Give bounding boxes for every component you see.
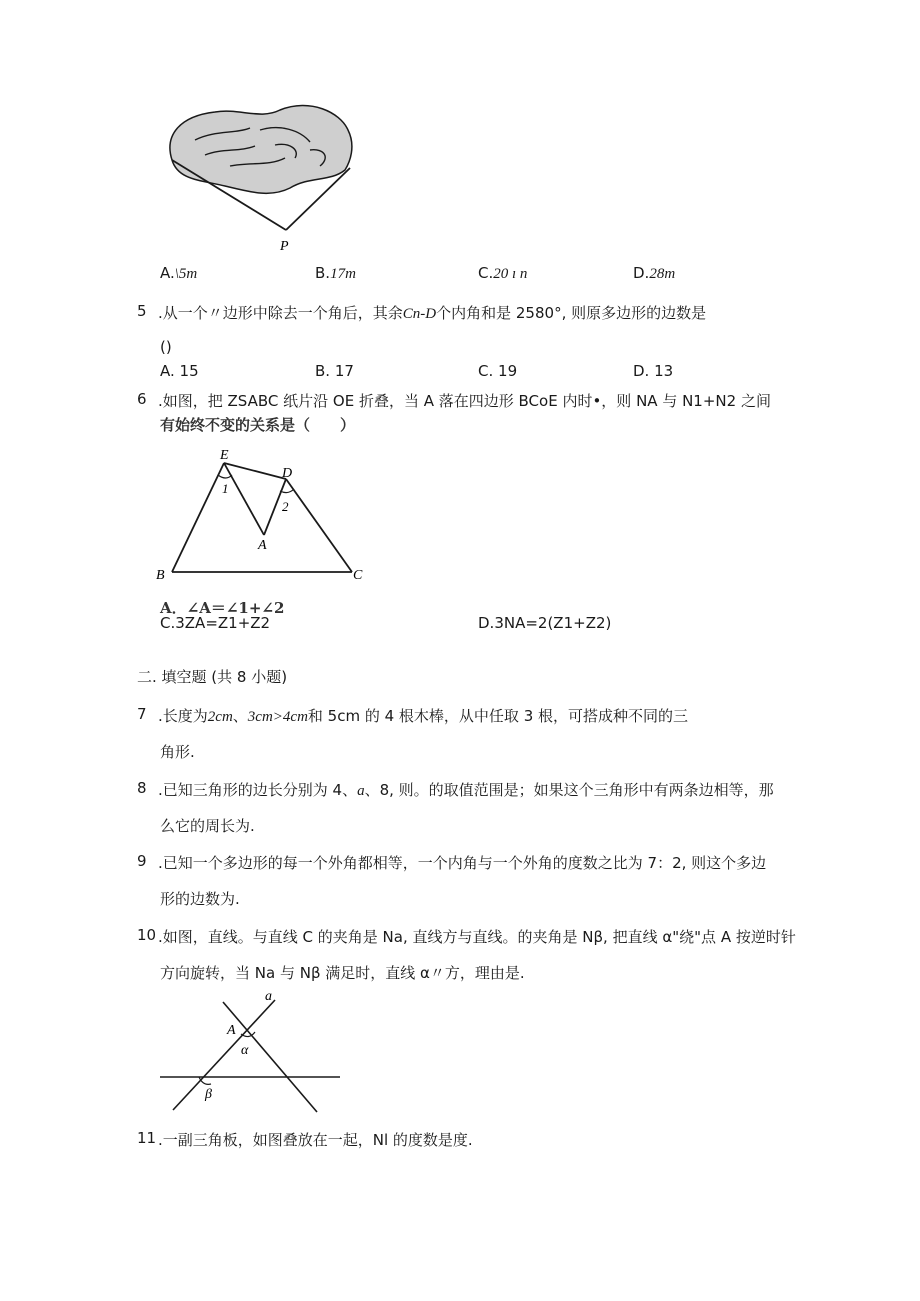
q4-option-b: B.17m: [315, 264, 356, 282]
q7-line2: 角形.: [160, 743, 195, 761]
q6-line2: 有始终不变的关系是（ ）: [160, 416, 356, 434]
label-a-line: a: [265, 989, 272, 1004]
q8-line2: 么它的周长为.: [160, 817, 255, 835]
label-one: 1: [222, 481, 229, 496]
q5-option-a: A. 15: [160, 362, 199, 380]
lines-angle-figure: [155, 988, 350, 1118]
q5-paren: (): [160, 338, 172, 356]
q6-number: 6: [137, 390, 147, 408]
q11-number: 11: [137, 1129, 157, 1147]
q6-option-a: A．∠A＝∠1+∠2: [160, 599, 285, 617]
label-p: P: [280, 239, 289, 254]
angle-beta-arc: [199, 1077, 211, 1084]
q10-line2: 方向旋转，当 Na 与 Nβ 满足时，直线 α〃方，理由是.: [160, 964, 525, 982]
label-c: C: [353, 568, 363, 583]
q7-line1: .长度为2cm、3cm>4cm和 5cm 的 4 根木棒，从中任取 3 根，可搭成种不同的三: [158, 707, 689, 725]
label-a: A: [258, 538, 267, 553]
line-b: [223, 1002, 317, 1112]
q10-number: 10: [137, 926, 157, 944]
q6-option-c: C.3ZA=Z1+Z2: [160, 614, 271, 632]
q6-option-d: D.3NA=2(Z1+Z2): [478, 614, 612, 632]
q9-number: 9: [137, 852, 147, 870]
side-ed: [224, 463, 286, 479]
line-a: [173, 1000, 275, 1110]
q9-line2: 形的边数为.: [160, 890, 240, 908]
lake-figure: [160, 100, 360, 260]
label-two: 2: [282, 499, 289, 514]
fold-triangle-figure: [150, 445, 380, 590]
q7-number: 7: [137, 705, 147, 723]
lake-shape: [170, 106, 352, 194]
q4-option-c: C.20 ı n: [478, 264, 528, 282]
q4-option-d: D.28m: [633, 264, 676, 282]
q11-line1: .一副三角板，如图叠放在一起，Nl 的度数是度.: [158, 1131, 473, 1149]
label-alpha: α: [241, 1043, 249, 1058]
q9-line1: .已知一个多边形的每一个外角都相等，一个内角与一个外角的度数之比为 7：2, 则这个多边: [158, 854, 767, 872]
label-point-a: A: [227, 1023, 236, 1038]
label-b: B: [156, 568, 165, 583]
side-be: [172, 463, 224, 572]
label-d: D: [282, 466, 293, 481]
label-e: E: [220, 448, 229, 463]
q5-option-c: C. 19: [478, 362, 518, 380]
q5-text: .从一个〃边形中除去一个角后，其余Cn-D个内角和是 2580°, 则原多边形的边数是: [158, 304, 707, 322]
q8-line1: .已知三角形的边长分别为 4、a、8, 则。的取值范围是；如果这个三角形中有两条边相等，那: [158, 781, 774, 799]
q8-number: 8: [137, 779, 147, 797]
fold-ea: [224, 463, 264, 535]
section-2-title: 二. 填空题 (共 8 小题): [137, 668, 288, 686]
label-beta: β: [205, 1087, 212, 1102]
q10-line1: .如图，直线。与直线 C 的夹角是 Na, 直线方与直线。的夹角是 Nβ, 把直线 α"绕"点 A 按逆时针: [158, 928, 796, 946]
side-dc: [286, 479, 352, 572]
q6-line1: .如图，把 ZSABC 纸片沿 OE 折叠，当 A 落在四边形 BCoE 内时•，则 NA 与 N1+N2 之间: [158, 392, 771, 410]
q4-option-a: A.\5m: [160, 264, 198, 282]
q5-number: 5: [137, 302, 147, 320]
q5-option-b: B. 17: [315, 362, 354, 380]
q5-option-d: D. 13: [633, 362, 674, 380]
